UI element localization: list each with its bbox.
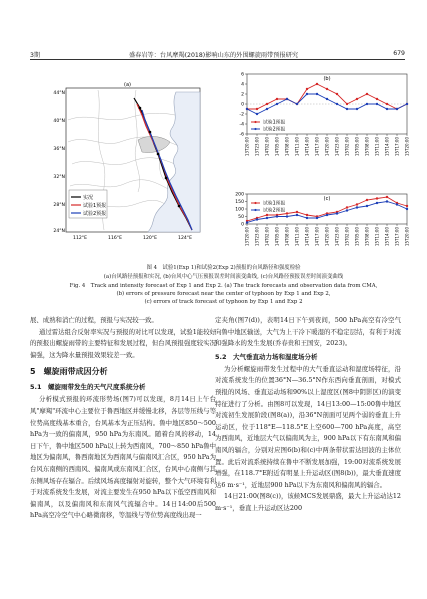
legend-label: 试验2预报 <box>263 208 286 214</box>
latitude-labels <box>53 90 65 234</box>
y-tick-label: 4 <box>241 82 244 88</box>
data-point <box>386 108 388 110</box>
y-tick-label: 200 <box>235 192 244 198</box>
data-point <box>266 103 268 105</box>
data-point <box>246 221 248 223</box>
data-point <box>286 215 288 217</box>
x-tick-label: 14T11:00 <box>294 227 300 247</box>
lat-label: 36°N <box>53 147 65 152</box>
data-point <box>346 103 348 105</box>
x-tick-label: 13T23:00 <box>254 137 260 157</box>
running-title: 盛春岩等：台风摩羯(2018)影响山东的外围螺旋雨带预报研究 <box>128 52 299 59</box>
lon-label: 120°E <box>143 236 157 241</box>
paragraph: 展、成熟和消亡的过程，预报与实况较一致。 <box>30 316 158 324</box>
data-point <box>316 83 318 85</box>
paragraph: 通过雷达组合反射率实况与预报的对比可以发现，试验1能较好的预报出螺旋雨带的主要特征和发展过程，但台风预报强度较实况偏强，这为降水量预报效果较差一致。 <box>30 327 216 359</box>
subsection-heading: 5.1 螺旋雨带发生的天气尺度系统分析 <box>30 383 146 392</box>
data-point <box>356 98 358 100</box>
legend-exp2: 试验2预报 <box>83 211 107 217</box>
data-point <box>316 217 318 219</box>
legend-marker <box>254 209 256 211</box>
data-point <box>336 93 338 95</box>
section-heading: 5 螺旋雨带成因分析 <box>30 367 108 377</box>
data-point <box>256 108 258 110</box>
x-tick-label: 14T05:00 <box>274 137 280 157</box>
running-header <box>0 0 427 62</box>
x-tick-label: 15T05:00 <box>354 227 360 247</box>
data-point <box>326 88 328 90</box>
x-tick-label: 14T17:00 <box>314 137 320 157</box>
page-number: 679 <box>393 50 405 57</box>
left-column <box>30 315 216 522</box>
data-point <box>256 218 258 220</box>
x-tick-label: 14T05:00 <box>274 227 280 247</box>
data-point <box>276 98 278 100</box>
series-line <box>247 84 407 109</box>
data-point <box>346 206 348 208</box>
track-error-chart <box>219 190 414 260</box>
data-point <box>376 197 378 199</box>
data-point <box>326 98 328 100</box>
lat-label: 24°N <box>53 229 65 234</box>
figure-caption-en-line: Fig. 4 Track and intensity forecast of Exp 1 and Exp 2. (a) The track forecasts and observation data from CMA, <box>69 283 378 289</box>
paragraph: 14日21:00(图8(c))，该候MCS发展鼎盛，最大上升运动达12 m·s⁻¹，垂直上升运动区达200 <box>215 492 401 512</box>
data-point <box>316 93 318 95</box>
x-tick-label: 14T02:00 <box>264 137 270 157</box>
lat-label: 40°N <box>53 119 65 124</box>
x-tick-label: 14T11:00 <box>294 137 300 157</box>
legend-label: 试验2预报 <box>263 127 286 133</box>
x-tick-label: 14T02:00 <box>264 227 270 247</box>
data-point <box>306 88 308 90</box>
data-point <box>266 214 268 216</box>
right-column <box>215 315 401 515</box>
data-point <box>296 103 298 105</box>
data-point <box>306 217 308 219</box>
legend-label: 试验1预报 <box>263 120 286 126</box>
x-tick-label: 15T20:00 <box>404 137 410 157</box>
data-point <box>336 212 338 214</box>
track-map <box>53 82 208 242</box>
y-tick-label: 6 <box>241 72 244 78</box>
lat-label: 28°N <box>53 203 65 208</box>
data-point <box>256 113 258 115</box>
x-tick-label: 14T14:00 <box>304 137 310 157</box>
x-tick-label: 14T20:00 <box>324 227 330 247</box>
data-point <box>286 212 288 214</box>
figure-caption-en-line: (b) errors of pressure forecast near the center of typhoon by Exp 1 and Exp 2, <box>116 290 331 297</box>
x-tick-label: 15T20:00 <box>404 227 410 247</box>
data-point <box>246 108 248 110</box>
legend-marker <box>254 128 256 130</box>
y-tick-label: -2 <box>239 112 244 118</box>
data-point <box>376 202 378 204</box>
data-point <box>366 103 368 105</box>
figure-caption-title: 图 4 试验1(Exp 1)和试验2(Exp 2)预报的台风路径和强度检验 <box>146 265 301 271</box>
y-tick-label: 100 <box>235 207 244 213</box>
data-point <box>386 196 388 198</box>
x-tick-label: 14T14:00 <box>304 227 310 247</box>
x-tick-label: 13T20:00 <box>244 137 250 157</box>
panel-label: (c) <box>323 196 331 202</box>
figure-caption-en <box>50 283 397 306</box>
paragraph: 分析模式预报的环流形势场(图7)可以发现，8月14日上午台风"摩羯"环流中心主要位于鲁西地区并缓慢北移，各层等压线与等位势高度线基本重合，台风基本为正压结构。鲁中地区850～500 hPa为一致的偏南风，950 hPa为东南风。随着台风的移动，14日下午，鲁中地区500 hPa以上转为西南风，700～850 hPa鲁中地区为偏南风，鲁西南地区为西南风与偏南风汇合区，950 hPa为台风东南侧的西南风、偏南风或东南风汇合区，台风中心南侧与其东侧风场存在辐合。后续风场高度辐射对旋转，整个大气环境有利于对流系统发生发展，对流主要发生在950 hPa以下低空西南风和偏南风，以及偏南风和东南风气流辐合中。14日14:00后500 hPa高空冷空气中心略微南移，等温线与等位势高度线出现一 <box>30 395 216 520</box>
data-point <box>406 205 408 207</box>
data-point <box>336 103 338 105</box>
data-point <box>366 205 368 207</box>
data-point <box>406 103 408 105</box>
map-legend <box>69 190 107 218</box>
figure-caption-en-line: (c) errors of track forecast of typhoon by Exp 1 and Exp 2 <box>144 298 303 305</box>
y-tick-label: -6 <box>239 132 244 138</box>
x-tick-label: 15T11:00 <box>374 137 380 157</box>
map-panel-label: (a) <box>124 82 131 88</box>
x-tick-label: 15T08:00 <box>364 227 370 247</box>
data-point <box>406 208 408 210</box>
legend-exp1: 试验1预报 <box>83 203 107 209</box>
x-tick-label: 15T14:00 <box>384 227 390 247</box>
data-point <box>266 217 268 219</box>
y-tick-label: 150 <box>235 200 244 206</box>
data-point <box>386 200 388 202</box>
x-tick-label: 15T02:00 <box>344 227 350 247</box>
x-tick-label: 14T17:00 <box>314 227 320 247</box>
lon-label: 124°E <box>178 236 192 241</box>
data-point <box>306 214 308 216</box>
y-tick-label: 0 <box>241 102 244 108</box>
figure-caption-cn-detail: (a)台风路径预报和实况, (b)台风中心气压预报误差时间演变曲线, (c)台风路径预报误差时间演变曲线 <box>103 274 344 280</box>
y-tick-label: 2 <box>241 92 244 98</box>
data-point <box>276 103 278 105</box>
x-tick-label: 15T17:00 <box>394 227 400 247</box>
lat-label: 44°N <box>53 91 65 96</box>
y-tick-label: 50 <box>238 215 244 221</box>
data-point <box>296 211 298 213</box>
data-point <box>286 98 288 100</box>
legend-label: 试验1预报 <box>263 201 286 207</box>
x-tick-label: 14T08:00 <box>284 137 290 157</box>
lon-label: 116°E <box>108 236 122 241</box>
data-point <box>356 108 358 110</box>
data-point <box>346 209 348 211</box>
legend-marker <box>254 121 256 123</box>
y-tick-label: 0 <box>241 222 244 228</box>
x-tick-label: 15T14:00 <box>384 137 390 157</box>
data-point <box>356 203 358 205</box>
x-tick-label: 13T20:00 <box>244 227 250 247</box>
data-point <box>376 103 378 105</box>
data-point <box>386 103 388 105</box>
lon-label: 112°E <box>73 236 87 241</box>
x-tick-label: 14T23:00 <box>334 137 340 157</box>
x-tick-label: 15T05:00 <box>354 137 360 157</box>
data-point <box>396 203 398 205</box>
figure-caption-cn <box>50 265 397 273</box>
data-point <box>376 98 378 100</box>
pressure-error-chart <box>219 68 414 186</box>
subsection-heading: 5.2 大气垂直动力场和湿度场分析 <box>215 352 318 361</box>
x-tick-label: 14T08:00 <box>284 227 290 247</box>
data-point <box>366 93 368 95</box>
x-tick-label: 15T02:00 <box>344 137 350 157</box>
panel-label: (b) <box>323 76 331 82</box>
paragraph: 定夹角(图7(d))，表明14日下午到夜间，500 hPa高空有冷空气向鲁中地区输送，大气为上干冷下暖湿的不稳定层结，有利于对流和强降水的发生发展(乔春贵和王国安，2023)。 <box>215 316 401 348</box>
x-tick-label: 14T23:00 <box>334 227 340 247</box>
issue-number: 3期 <box>30 52 41 59</box>
lat-label: 32°N <box>53 175 65 180</box>
x-tick-label: 13T23:00 <box>254 227 260 247</box>
data-point <box>396 108 398 110</box>
data-point <box>326 214 328 216</box>
x-tick-label: 15T08:00 <box>364 137 370 157</box>
legend-marker <box>254 202 256 204</box>
legend-observed: 实况 <box>83 195 94 201</box>
data-point <box>356 206 358 208</box>
x-tick-label: 14T20:00 <box>324 137 330 157</box>
data-point <box>366 199 368 201</box>
data-point <box>276 215 278 217</box>
header-rule <box>30 59 405 60</box>
data-point <box>306 93 308 95</box>
y-tick-label: -4 <box>239 122 244 128</box>
data-point <box>296 214 298 216</box>
data-point <box>266 108 268 110</box>
longitude-labels <box>73 235 192 241</box>
paragraph: 为分析螺旋雨带发生过程中的大气垂直运动和湿度场特征，沿对流系统发生的位置36°N—36.5°N作东西向垂直剖面，对模式预报的风场、垂直运动场和90%以上湿度区(图8中阴影区)的演变特征进行了分析。由图8可以发现，14日13:00—15:00鲁中地区对流初生发展阶段(图8(a))，沿36°N剖面可见两个弱的垂直上升运动区，位于118°E—118.5°E上空600—700 hPa高度，高空为西南风，近地层大气以偏南风为主，900 hPa以下有东南风和偏南风的辐合，分别对应图6(b)和(c)中两条带状雷达回波的主体位置。此后对流系统持续在鲁中不断发展加强，19:00对流系统发展增强，在118.7°E附近有明显上升运动区(图8(b))，最大垂直速度达6 m·s⁻¹，近地层900 hPa以下为东南风和偏南风的辐合。 <box>215 364 401 489</box>
x-tick-label: 15T17:00 <box>394 137 400 157</box>
x-tick-label: 15T11:00 <box>374 227 380 247</box>
data-point <box>346 108 348 110</box>
